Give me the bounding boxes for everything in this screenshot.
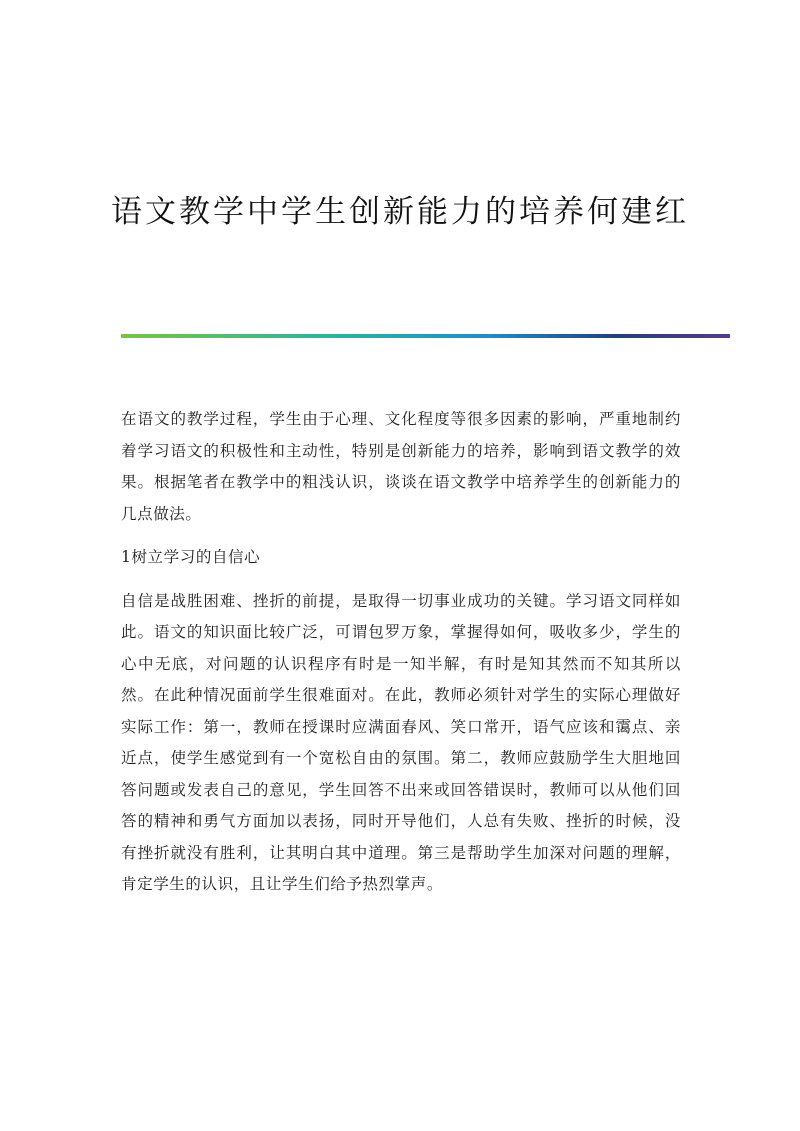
body-paragraph: 自信是战胜困难、挫折的前提，是取得一切事业成功的关键。学习语文同样如此。语文的知识面比较广泛，可谓包罗万象，掌握得如何，吸收多少，学生的心中无底，对问题的认识程序有时是一知半解，有时是知其然而不知其所以然。在此种情况面前学生很难面对。在此，教师必须针对学生的实际心理做好实际工作：第一，教师在授课时应满面春风、笑口常开，语气应该和霭点、亲近点，使学生感觉到有一个宽松自由的氛围。第二，教师应鼓励学生大胆地回答问题或发表自己的意见，学生回答不出来或回答错误时，教师可以从他们回答的精神和勇气方面加以表扬，同时开导他们，人总有失败、挫折的时候，没有挫折就没有胜利，让其明白其中道理。第三是帮助学生加深对问题的理解，肯定学生的认识，且让学生们给予热烈掌声。 (121, 591, 681, 893)
page-title: 语文教学中学生创新能力的培养何建红 (111, 194, 689, 230)
gradient-divider (121, 334, 730, 338)
document-body (121, 404, 681, 913)
section-heading: 1树立学习的自信心 (121, 548, 261, 566)
intro-paragraph: 在语文的教学过程，学生由于心理、文化程度等很多因素的影响，严重地制约着学习语文的积极性和主动性，特别是创新能力的培养，影响到语文教学的效果。根据笔者在教学中的粗浅认识，谈谈在语文教学中培养学生的创新能力的几点做法。 (121, 410, 681, 523)
